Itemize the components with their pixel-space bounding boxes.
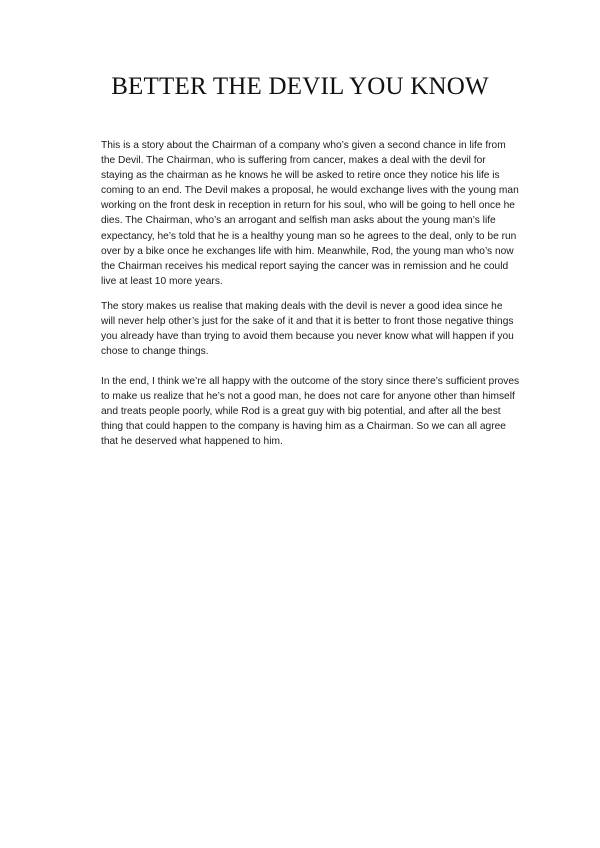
paragraph-moral bbox=[101, 299, 541, 359]
paragraph-conclusion bbox=[101, 374, 541, 449]
paragraph-summary bbox=[101, 138, 541, 289]
text-line: you already have than trying to avoid them because you never know what will happen if you bbox=[101, 331, 514, 343]
text-line: dies. The Chairman, who’s an arrogant and selfish man asks about the young man’s life bbox=[101, 215, 496, 227]
text-line: the Devil. The Chairman, who is suffering from cancer, makes a deal with the devil for bbox=[101, 155, 486, 167]
text-line: coming to an end. The Devil makes a proposal, he would exchange lives with the young man bbox=[101, 185, 519, 197]
text-line: chose to change things. bbox=[101, 346, 209, 358]
text-line: live at least 10 more years. bbox=[101, 275, 223, 287]
text-line: In the end, I think we’re all happy with the outcome of the story since there’s sufficient proves bbox=[101, 376, 520, 387]
text-line: over by a bike once he exchanges life with him. Meanwhile, Rod, the young man who’s now bbox=[101, 245, 514, 257]
text-line: will never help other’s just for the sake of it and that it is better to front those negative things bbox=[101, 316, 514, 328]
text-line: This is a story about the Chairman of a company who’s given a second chance in life from bbox=[101, 140, 506, 151]
text-line: staying as the chairman as he knows he will be asked to retire once they notice his life is bbox=[101, 170, 500, 182]
text-line: to make us realize that he’s not a good man, he does not care for anyone other than himself bbox=[101, 391, 515, 403]
text-line: thing that could happen to the company is having him as a Chairman. So we can all agree bbox=[101, 421, 506, 433]
document-title: BETTER THE DEVIL YOU KNOW bbox=[111, 73, 489, 100]
text-line: the Chairman receives his medical report saying the cancer was in remission and he could bbox=[101, 260, 509, 272]
text-line: that he deserved what happened to him. bbox=[101, 436, 283, 448]
text-line: working on the front desk in reception in return for his soul, who will be going to hell once he bbox=[101, 200, 515, 212]
text-line: and treats people poorly, while Rod is a great guy with big potential, and after all the best bbox=[101, 406, 501, 418]
text-line: expectancy, he’s told that he is a healthy young man so he agrees to the deal, only to be run bbox=[101, 230, 517, 242]
text-line: The story makes us realise that making deals with the devil is never a good idea since he bbox=[101, 301, 503, 312]
